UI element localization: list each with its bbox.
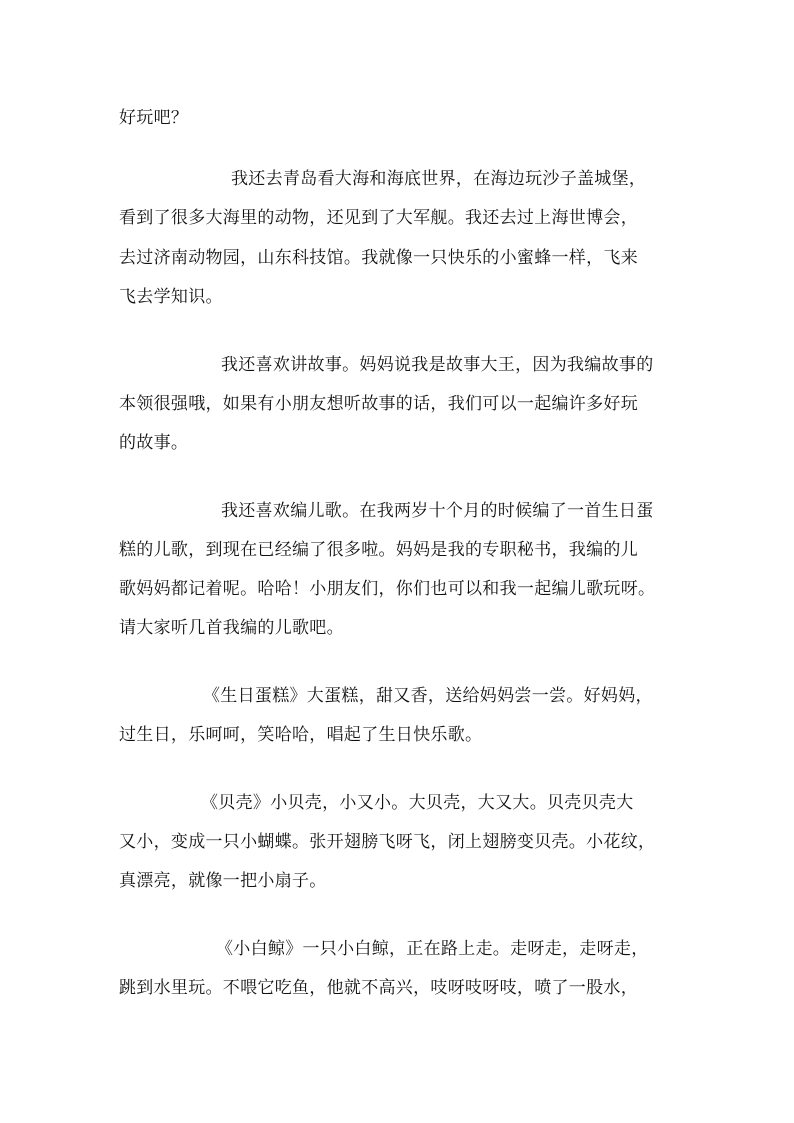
text-line: 我还喜欢讲故事。妈妈说我是故事大王，因为我编故事的: [221, 355, 654, 375]
text-line: 跳到水里玩。不喂它吃鱼，他就不高兴，吱呀吱呀吱，喷了一股水，: [119, 978, 638, 998]
text-line: 我还喜欢编儿歌。在我两岁十个月的时候编了一首生日蛋: [221, 501, 654, 521]
text-line: 《生日蛋糕》大蛋糕，甜又香，送给妈妈尝一尝。好妈妈，: [203, 686, 653, 706]
text-line: 《小白鲸》一只小白鲸，正在路上走。走呀走，走呀走，: [216, 939, 649, 959]
text-line: 请大家听几首我编的儿歌吧。: [119, 618, 344, 638]
text-line: 本领很强哦，如果有小朋友想听故事的话，我们可以一起编许多好玩: [119, 394, 638, 414]
text-line: 好玩吧？: [119, 108, 189, 128]
text-line: 《贝壳》小贝壳，小又小。大贝壳，大又大。贝壳贝壳大: [201, 793, 634, 813]
text-line: 又小，变成一只小蝴蝶。张开翅膀飞呀飞，闭上翅膀变贝壳。小花纹，: [119, 832, 656, 852]
text-line: 过生日，乐呵呵，笑哈哈，唱起了生日快乐歌。: [119, 725, 483, 745]
text-line: 去过济南动物园，山东科技馆。我就像一只快乐的小蜜蜂一样，飞来: [119, 248, 638, 268]
text-line: 我还去青岛看大海和海底世界，在海边玩沙子盖城堡，: [231, 169, 647, 189]
text-line: 的故事。: [119, 433, 189, 453]
text-line: 看到了很多大海里的动物，还见到了大军舰。我还去过上海世博会，: [119, 208, 638, 228]
text-line: 糕的儿歌，到现在已经编了很多啦。妈妈是我的专职秘书，我编的儿: [119, 540, 638, 560]
text-line: 飞去学知识。: [119, 287, 223, 307]
text-line: 真漂亮，就像一把小扇子。: [119, 871, 327, 891]
text-line: 歌妈妈都记着呢。哈哈！小朋友们，你们也可以和我一起编儿歌玩呀。: [119, 579, 656, 599]
